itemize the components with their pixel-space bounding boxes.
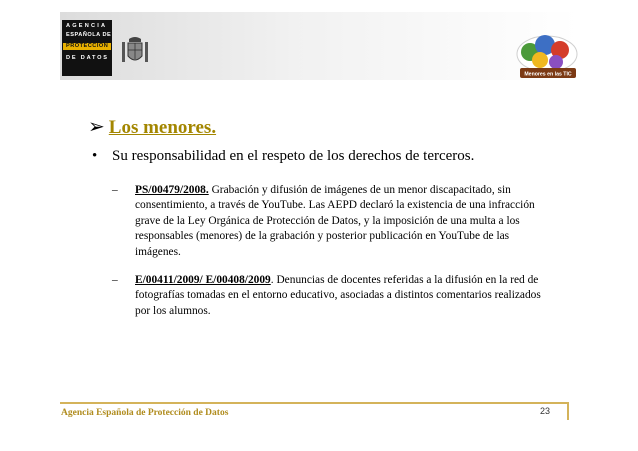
case-reference: E/00411/2009/ E/00408/2009 [135, 274, 271, 286]
logo-line: ESPAÑOLA DE [66, 32, 112, 38]
case-reference: PS/00479/2008. [135, 184, 209, 196]
dash-icon: – [112, 274, 118, 286]
dash-icon: – [112, 184, 118, 196]
menores-en-las-tic-logo [512, 32, 582, 84]
sub-item-text: . Denuncias de docentes referidas a la difusión en la red de fotografías tomadas en el entorno educativo, asociadas a distintos comentarios realizados por los alumnos. [135, 274, 541, 317]
footer-divider-vertical [567, 402, 569, 420]
arrow-bullet-icon: ➢ [88, 116, 105, 138]
page-number: 23 [540, 406, 551, 416]
sub-item-body [135, 183, 552, 260]
sub-item-text: Grabación y difusión de imágenes de un menor discapacitado, sin consentimiento, a través de YouTube. Las AEPD declaró la existencia de una infracción grave de la Ley Orgánica de Protección de Datos, y la imposición de una multa a los responsables (menores) de la grabación y posterior publicación en YouTube de las imágenes. [135, 184, 535, 258]
kids-logo-text: Menores en las TIC [524, 71, 572, 78]
bullet-point [92, 148, 474, 165]
bullet-icon: • [92, 148, 98, 164]
slide-title: Los menores. [108, 117, 217, 138]
bullet-text: Su responsabilidad en el respeto de los derechos de terceros. [112, 148, 475, 164]
footer-divider [60, 402, 568, 404]
sub-item [112, 273, 552, 319]
logo-line: AGENCIA [66, 23, 108, 29]
sub-item [112, 183, 552, 260]
sub-item-body [135, 273, 552, 319]
slide-title-row [88, 114, 216, 139]
coat-of-arms-icon [120, 36, 150, 66]
aepd-logo [62, 20, 112, 76]
footer-org-name: Agencia Española de Protección de Datos [61, 408, 229, 418]
logo-line: PROTECCIÓN [63, 43, 111, 50]
logo-line: DE DATOS [66, 55, 109, 61]
